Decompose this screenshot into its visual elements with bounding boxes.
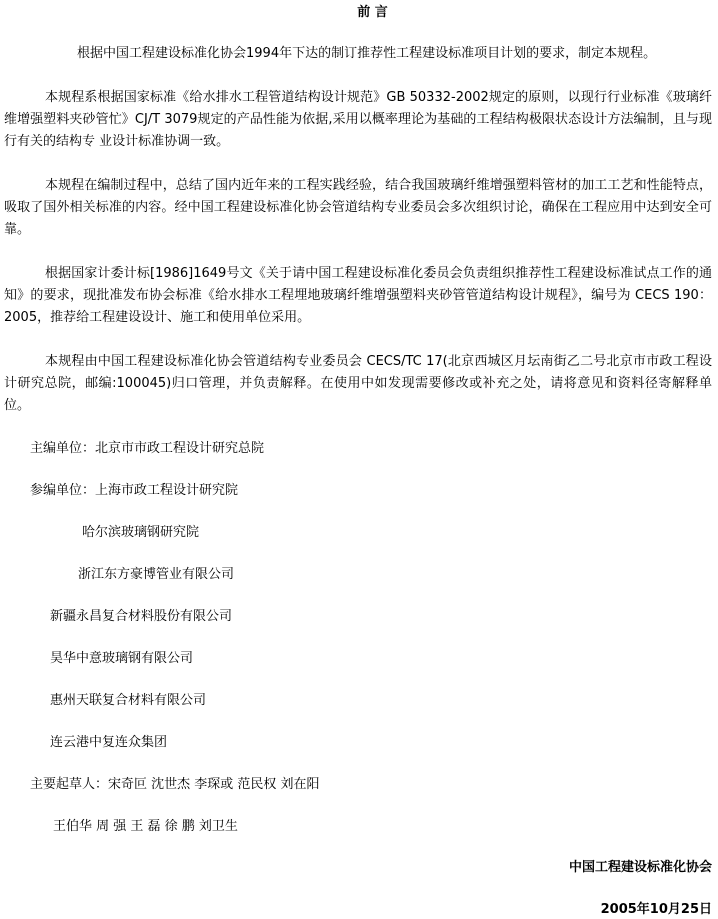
paragraph-3: 本规程在编制过程中，总结了国内近年来的工程实践经验，结合我国玻璃纤维增强塑料管材的加工工艺和性能特点，吸取了国外相关标准的内容。经中国工程建设标准化协会管道结构专业委员会多次组织讨论，确保在工程应用中达到安全可靠。 <box>4 178 712 237</box>
participant-unit: 昊华中意玻璃钢有限公司 <box>50 651 194 666</box>
issue-date: 2005年10月25日 <box>600 902 712 917</box>
paragraph-4: 根据国家计委计标[1986]1649号文《关于请中国工程建设标准化委员会负责组织推荐性工程建设标准试点工作的通知》的要求，现批准发布协会标准《给水排水工程埋地玻璃纤维增强塑料夹砂管管道结构设计规程》，编号为 CECS 190：2005，推荐给工程建设设计、施工和使用单位采用。 <box>4 266 712 325</box>
chief-editor-unit: 主编单位：北京市市政工程设计研究总院 <box>30 441 265 456</box>
participant-unit: 连云港中复连众集团 <box>50 735 168 750</box>
main-drafters: 主要起草人：宋奇叵 沈世杰 李琛或 范民权 刘在阳 <box>30 777 320 792</box>
page-title: 前 言 <box>357 5 388 20</box>
issuing-organization: 中国工程建设标准化协会 <box>568 860 712 875</box>
paragraph-5: 本规程由中国工程建设标准化协会管道结构专业委员会 CECS/TC 17(北京西城区月坛南街乙二号北京市市政工程设计研究总院，邮编:100045)归口管理，并负责解释。在使用中如发现需要修改或补充之处，请将意见和资料径寄解释单位。 <box>4 354 712 413</box>
paragraph-1: 根据中国工程建设标准化协会1994年下达的制订推荐性工程建设标准项目计划的要求，制定本规程。 <box>77 46 657 61</box>
participant-unit: 新疆永昌复合材料股份有限公司 <box>50 609 233 624</box>
participating-units-label: 参编单位：上海市政工程设计研究院 <box>30 483 239 498</box>
participant-unit: 浙江东方豪博管业有限公司 <box>78 567 235 582</box>
participant-unit: 惠州天联复合材料有限公司 <box>50 693 207 708</box>
participant-unit: 哈尔滨玻璃钢研究院 <box>82 525 200 540</box>
paragraph-2: 本规程系根据国家标准《给水排水工程管道结构设计规范》GB 50332-2002规定的原则，以现行行业标准《玻璃纤维增强塑料夹砂管忙》CJ/T 3079规定的产品性能为依据,采用以概率理论为基础的工程结构极限状态设计方法编制，且与现行有关的结构专 业设计标准协调一致。 <box>4 90 712 149</box>
main-drafters-continued: 王伯华 周 强 王 磊 徐 鹏 刘卫生 <box>53 819 238 834</box>
